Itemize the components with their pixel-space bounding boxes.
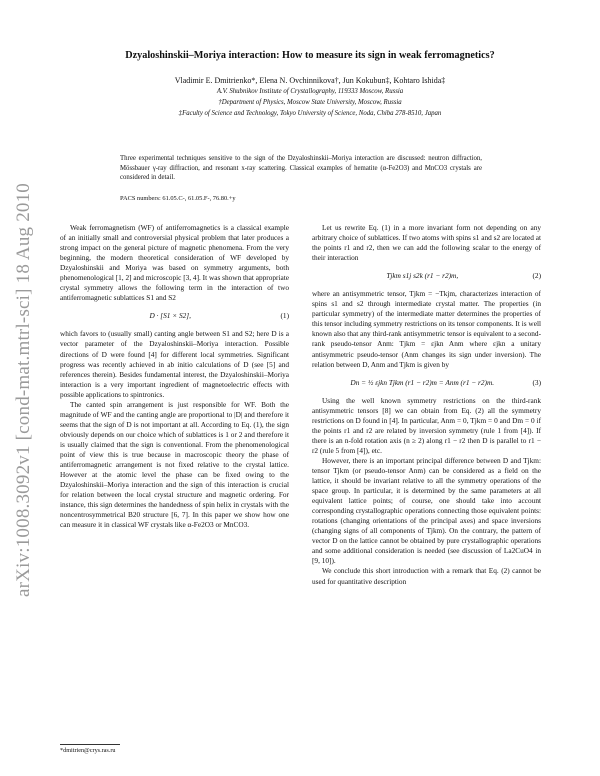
affiliation-2: †Department of Physics, Moscow State University, Moscow, Russia bbox=[218, 99, 402, 106]
footnote-email: *dmitrien@crys.ras.ru bbox=[60, 747, 116, 754]
right-column bbox=[312, 223, 541, 587]
paper-title: Dzyaloshinskii–Moriya interaction: How to measure its sign in weak ferromagnetics? bbox=[125, 50, 495, 61]
equation-body: Dn = ½ εjkn Tjkm (r1 − r2)m = Anm (r1 − r2)m. bbox=[350, 377, 495, 387]
paragraph: Let us rewrite Eq. (1) in a more invariant form not depending on any arbitrary choice of sublattices. If two atoms with spins s1 and s2 are located at the points r1 and r2, then we can add the following scalar to the energy of their interaction bbox=[312, 223, 541, 263]
paragraph: which favors to (usually small) canting angle between S1 and S2; here D is a vector parameter of the Dzyaloshinskii–Moriya interaction. Possible directions of D were found [4] for different local symmetries. Significant progress was recently achieved in ab initio calculations of D (see [5] and references therein). Besides fundamental interest, the Dzyaloshinskii–Moriya interaction is a very important ingredient of magnetoelectric effects with possible applications to spintronics. bbox=[60, 329, 289, 399]
equation-number: (2) bbox=[532, 271, 541, 281]
equation-number: (3) bbox=[532, 377, 541, 387]
equation-number: (1) bbox=[280, 311, 289, 321]
equation-1 bbox=[60, 311, 289, 321]
affiliation-1: A.V. Shubnikov Institute of Crystallography, 119333 Moscow, Russia bbox=[216, 88, 404, 95]
paragraph: where an antisymmetric tensor, Tjkm = −Tkjm, characterizes interaction of spins s1 and s2 through intermediate crystal matter. The properties (in particular symmetry) of the intermediate matter determines the properties of this tensor including symmetry restrictions on its tensor components. It is well known also that any third-rank antisymmetric tensor is equivalent to a second-rank pseudo-tensor Anm: Tjkm = εjkn Anm where εjkn a unitary antisymmetric pseudo-tensor (Anm changes its sign under inversion). The relation between D, Anm and Tjkm is given by bbox=[312, 289, 541, 369]
paragraph: Using the well known symmetry restrictions on the third-rank antisymmetric tensors [8] we can obtain from Eq. (2) all the symmetry restrictions on D found in [4]. In particular, Anm = 0, Tjkm = 0 and Dm = 0 if the points r1 and r2 are related by inversion symmetry (rule 1 from [4]). If there is an n-fold rotation axis (n ≥ 2) along r1 − r2 then D is parallel to r1 − r2 (rule 5 from [4]), etc. bbox=[312, 395, 541, 455]
arxiv-stamp-text: arXiv:1008.3092v1 [cond-mat.mtrl-sci] 18 Aug 2010 bbox=[13, 182, 35, 598]
arxiv-stamp bbox=[4, 160, 44, 620]
paragraph: The canted spin arrangement is just responsible for WF. Both the magnitude of WF and the canting angle are proportional to |D| and therefore it seems that the sign of D is not important at all. According to Eq. (1), the sign obviously depends on our choice which of sublattices is 1 or 2 and therefore it is usually claimed that the sign is conventional. From the phenomenological point of view this is true because in macroscopic theory the phase of antiferromagnetic arrangement is not fixed relative to the crystal lattice. However at the atomic level the phase can be fixed owing to the Dzyaloshinskii–Moriya interaction and the sign of this interaction is crucial for relation between the local crystal structure and magnetic ordering. For instance, this sign determines the handedness of spin helix in crystals with the noncentrosymmetrical B20 structure [6, 7]. In this paper we show how one can measure it in classical WF crystals like α-Fe2O3 or MnCO3. bbox=[60, 399, 289, 530]
paragraph: We conclude this short introduction with a remark that Eq. (2) cannot be used for quantitative description bbox=[312, 566, 541, 586]
paragraph: Weak ferromagnetism (WF) of antiferromagnetics is a classical example of an initially small and controversial physical problem that later produces a strong impact on the general picture of magnetic phenomena. From the very beginning, the modern theoretical consideration of WF developed by Dzyaloshinskii and Moriya was based on symmetry arguments, both phenomenological [1, 2] and microscopic [3, 4]. It was shown that appropriate crystal symmetry allows the following term in the interaction of two antiferromagnetic sublattices S1 and S2 bbox=[60, 223, 289, 303]
affiliation-3: ‡Faculty of Science and Technology, Tokyo University of Science, Noda, Chiba 278-8510, Japan bbox=[178, 110, 442, 117]
abstract: Three experimental techniques sensitive to the sign of the Dzyaloshinskii–Moriya interaction are discussed: neutron diffraction, Mössbauer γ-ray diffraction, and resonant x-ray scattering. Classical examples of hematite (α-Fe2O3) and MnCO3 crystals are considered in detail. bbox=[120, 155, 482, 182]
paragraph: However, there is an important principal difference between D and Tjkm: tensor Tjkm (or pseudo-tensor Anm) can be considered as a field on the lattice, it should be invariant relative to all the symmetry operations of the space group. In particular, it is determined by the same parameters at all equivalent lattice points; of course, one should take into account corresponding crystallographic operations connecting those equivalent points: rotations (changing orientations of the principal axes) and space inversions (changing signs of all components of Tjkm). On the contrary, the pattern of vector D on the lattice cannot be obtained by pure crystallographic operations and some additional consideration is needed (see discussion of La2CuO4 in [9, 10]). bbox=[312, 455, 541, 566]
equation-body: D · [S1 × S2], bbox=[149, 311, 191, 321]
author-list: Vladimir E. Dmitrienko*, Elena N. Ovchinnikova†, Jun Kokubun‡, Kohtaro Ishida‡ bbox=[174, 76, 446, 85]
left-column bbox=[60, 223, 289, 530]
pacs-numbers: PACS numbers: 61.05.C-, 61.05.F-, 76.80.+y bbox=[120, 195, 236, 202]
footnote-divider bbox=[60, 744, 120, 745]
equation-2 bbox=[312, 271, 541, 281]
equation-body: Tjkm s1j s2k (r1 − r2)m, bbox=[386, 271, 459, 281]
equation-3 bbox=[312, 378, 541, 388]
